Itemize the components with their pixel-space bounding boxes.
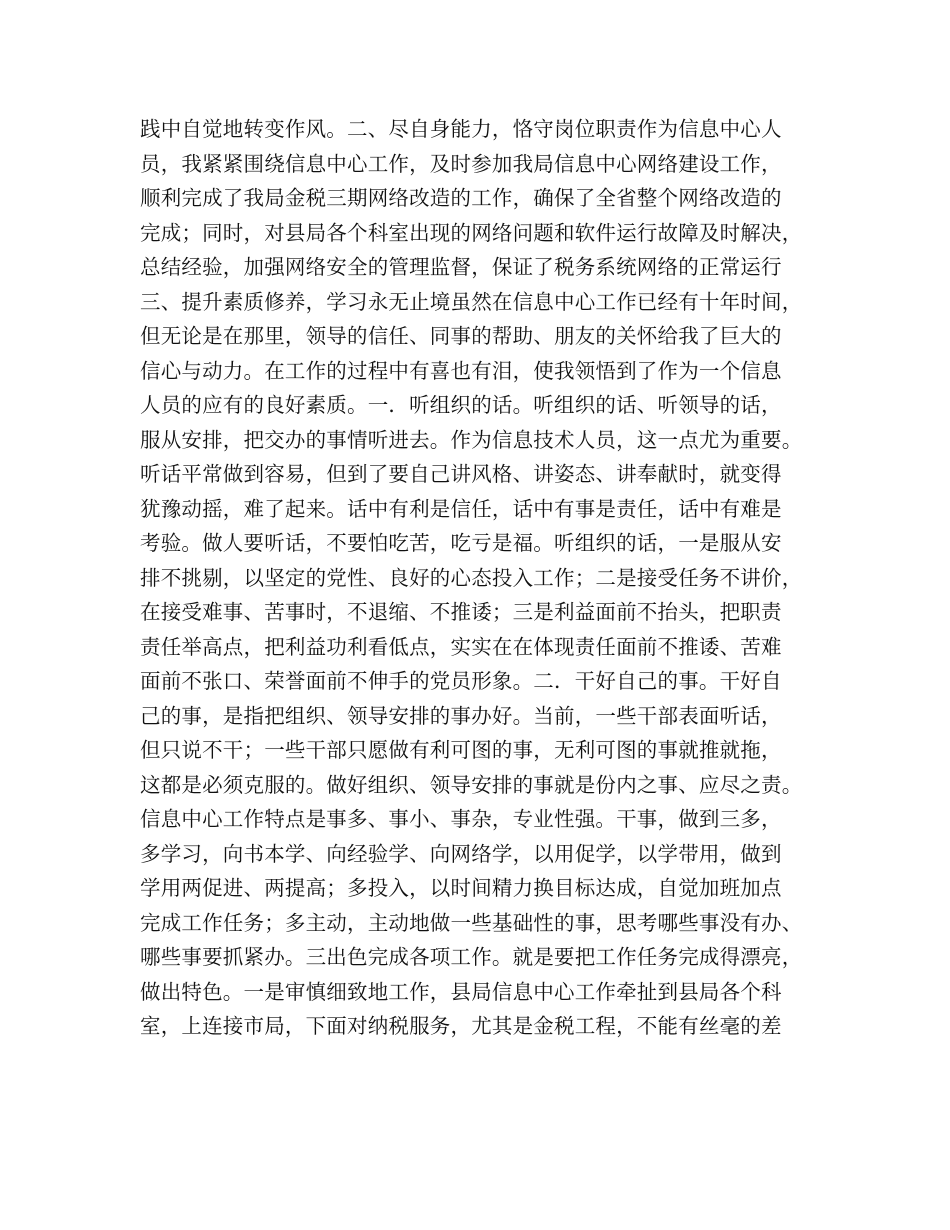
text-line: 总结经验，加强网络安全的管理监督，保证了税务系统网络的正常运行 — [140, 255, 782, 279]
text-line: 完成；同时，对县局各个科室出现的网络问题和软件运行故障及时解决， — [140, 220, 803, 245]
text-line: 信心与动力。在工作的过程中有喜也有泪，使我领悟到了作为一个信息 — [140, 358, 782, 383]
text-line: 信息中心工作特点是事多、事小、事杂，专业性强。干事，做到三多， — [140, 807, 782, 831]
text-line: 顺利完成了我局金税三期网络改造的工作，确保了全省整个网络改造的 — [140, 186, 782, 210]
text-line: 排不挑剔，以坚定的党性、良好的心态投入工作；二是接受任务不讲价， — [140, 565, 803, 590]
text-line: 人员的应有的良好素质。一．听组织的话。听组织的话、听领导的话， — [140, 393, 782, 417]
text-line: 在接受难事、苦事时，不退缩、不推诿；三是利益面前不抬头，把职责 — [140, 600, 782, 624]
text-line: 犹豫动摇，难了起来。话中有利是信任，话中有事是责任，话中有难是 — [140, 496, 782, 521]
text-line: 三、提升素质修养，学习永无止境虽然在信息中心工作已经有十年时间， — [140, 289, 803, 314]
text-line: 面前不张口、荣誉面前不伸手的党员形象。二．干好自己的事。干好自 — [140, 669, 782, 693]
text-line: 学用两促进、两提高；多投入，以时间精力换目标达成，自觉加班加点 — [140, 876, 782, 900]
text-line: 员，我紧紧围绕信息中心工作，及时参加我局信息中心网络建设工作， — [140, 151, 782, 176]
text-line: 但无论是在那里，领导的信任、同事的帮助、朋友的关怀给我了巨大的 — [140, 324, 782, 348]
text-line: 责任举高点，把利益功利看低点，实实在在体现责任面前不推诿、苦难 — [140, 634, 782, 659]
text-line: 己的事，是指把组织、领导安排的事办好。当前，一些干部表面听话， — [140, 703, 782, 728]
text-line: 但只说不干；一些干部只愿做有利可图的事，无利可图的事就推就拖， — [140, 738, 782, 762]
text-line: 践中自觉地转变作风。二、尽自身能力，恪守岗位职责作为信息中心人 — [140, 117, 782, 141]
text-line: 室，上连接市局，下面对纳税服务，尤其是金税工程，不能有丝毫的差 — [140, 1014, 782, 1038]
body-text — [140, 112, 840, 1044]
text-line: 哪些事要抓紧办。三出色完成各项工作。就是要把工作任务完成得漂亮， — [140, 945, 803, 969]
text-line: 考验。做人要听话，不要怕吃苦，吃亏是福。听组织的话，一是服从安 — [140, 531, 782, 555]
text-line: 听话平常做到容易，但到了要自己讲风格、讲姿态、讲奉献时，就变得 — [140, 462, 782, 486]
text-line: 做出特色。一是审慎细致地工作，县局信息中心工作牵扯到县局各个科 — [140, 979, 782, 1004]
text-line: 完成工作任务；多主动，主动地做一些基础性的事，思考哪些事没有办、 — [140, 910, 803, 935]
text-line: 多学习，向书本学、向经验学、向网络学，以用促学，以学带用，做到 — [140, 841, 782, 866]
text-line: 服从安排，把交办的事情听进去。作为信息技术人员，这一点尤为重要。 — [140, 427, 803, 452]
text-line: 这都是必须克服的。做好组织、领导安排的事就是份内之事、应尽之责。 — [140, 772, 803, 797]
